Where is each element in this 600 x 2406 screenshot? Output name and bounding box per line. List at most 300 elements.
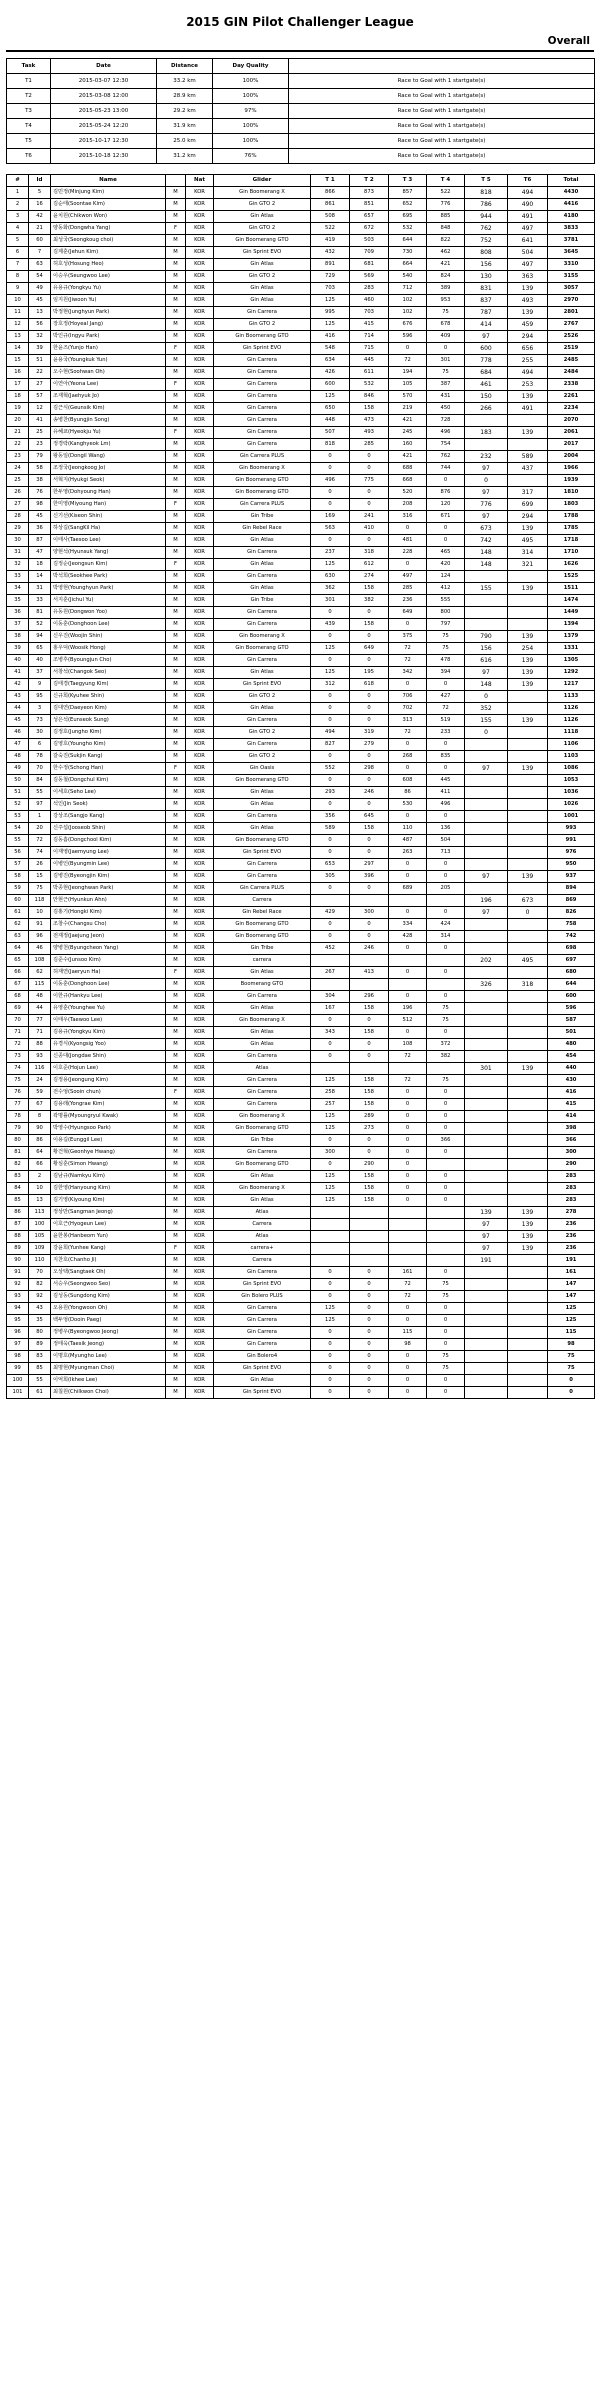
result-row bbox=[7, 1039, 595, 1051]
sex-cell: M bbox=[166, 547, 186, 559]
sex-cell: M bbox=[166, 871, 186, 883]
glider-cell: Gin GTO 2 bbox=[214, 691, 311, 703]
total-score-cell: 501 bbox=[548, 1027, 595, 1039]
tasks-header-task: Task bbox=[7, 59, 51, 74]
task-cell: T4 bbox=[7, 119, 51, 134]
nation-cell: KOR bbox=[186, 1195, 214, 1207]
total-score-cell: 3781 bbox=[548, 235, 595, 247]
glider-cell: Gin Atlas bbox=[214, 667, 311, 679]
glider-cell: Gin GTO 2 bbox=[214, 271, 311, 283]
nation-cell: KOR bbox=[186, 307, 214, 319]
nation-cell: KOR bbox=[186, 1255, 214, 1267]
pilot-name-cell: 이억희(Ikhee Lee) bbox=[51, 1375, 166, 1387]
pilot-name-cell: 윤치원(Chikwon Won) bbox=[51, 211, 166, 223]
id-cell: 80 bbox=[29, 1327, 51, 1339]
result-row bbox=[7, 271, 595, 283]
id-cell: 24 bbox=[29, 1075, 51, 1087]
pilot-name-cell: 곽명률(Myoungryul Kwak) bbox=[51, 1111, 166, 1123]
glider-cell: Gin Atlas bbox=[214, 559, 311, 571]
sex-cell: M bbox=[166, 1351, 186, 1363]
pilot-name-cell: 유경식(Kyongsig Yoo) bbox=[51, 1039, 166, 1051]
rank-cell: 42 bbox=[7, 679, 29, 691]
t5-score-cell: 155 bbox=[465, 583, 508, 595]
t2-score-cell: 0 bbox=[350, 1351, 389, 1363]
rank-cell: 48 bbox=[7, 751, 29, 763]
rank-cell: 79 bbox=[7, 1123, 29, 1135]
nation-cell: KOR bbox=[186, 883, 214, 895]
id-cell: 118 bbox=[29, 895, 51, 907]
t2-score-cell: 846 bbox=[350, 391, 389, 403]
total-score-cell: 826 bbox=[548, 907, 595, 919]
t6-score-cell bbox=[508, 1339, 548, 1351]
result-row bbox=[7, 1315, 595, 1327]
t1-score-cell: 0 bbox=[311, 1375, 350, 1387]
pilot-name-cell: 김용래(Yongrae Kim) bbox=[51, 1099, 166, 1111]
pilot-name-cell: 김대연(Daeyeon Kim) bbox=[51, 703, 166, 715]
nation-cell: KOR bbox=[186, 871, 214, 883]
t3-score-cell: 0 bbox=[389, 1147, 427, 1159]
t6-score-cell bbox=[508, 1075, 548, 1087]
glider-cell: Gin Carrera bbox=[214, 379, 311, 391]
total-score-cell: 3057 bbox=[548, 283, 595, 295]
id-cell: 33 bbox=[29, 595, 51, 607]
nation-cell: KOR bbox=[186, 1171, 214, 1183]
t2-score-cell: 775 bbox=[350, 475, 389, 487]
nation-cell: KOR bbox=[186, 955, 214, 967]
t4-score-cell: 382 bbox=[427, 1051, 465, 1063]
t4-score-cell: 478 bbox=[427, 655, 465, 667]
rank-cell: 71 bbox=[7, 1027, 29, 1039]
pilot-name-cell: 양현석(Hyunsuk Yang) bbox=[51, 547, 166, 559]
id-cell: 6 bbox=[29, 739, 51, 751]
result-row bbox=[7, 1135, 595, 1147]
result-row bbox=[7, 1339, 595, 1351]
id-cell: 43 bbox=[29, 1303, 51, 1315]
total-score-cell: 1710 bbox=[548, 547, 595, 559]
t1-score-cell: 343 bbox=[311, 1027, 350, 1039]
id-cell: 14 bbox=[29, 571, 51, 583]
result-row bbox=[7, 415, 595, 427]
t5-score-cell: 97 bbox=[465, 487, 508, 499]
rank-cell: 40 bbox=[7, 655, 29, 667]
col-t3: T 3 bbox=[389, 175, 427, 187]
result-row bbox=[7, 355, 595, 367]
t6-score-cell bbox=[508, 1123, 548, 1135]
t5-score-cell bbox=[465, 823, 508, 835]
t6-score-cell bbox=[508, 1147, 548, 1159]
t1-score-cell: 0 bbox=[311, 451, 350, 463]
pilot-name-cell: 김동철(Dongchul Kim) bbox=[51, 775, 166, 787]
pilot-name-cell: 서혁지(Hyukgi Seok) bbox=[51, 475, 166, 487]
t2-score-cell: 410 bbox=[350, 523, 389, 535]
t3-score-cell: 102 bbox=[389, 307, 427, 319]
id-cell: 98 bbox=[29, 499, 51, 511]
t5-score-cell: 684 bbox=[465, 367, 508, 379]
nation-cell: KOR bbox=[186, 415, 214, 427]
total-score-cell: 2970 bbox=[548, 295, 595, 307]
t1-score-cell: 600 bbox=[311, 379, 350, 391]
sex-cell: M bbox=[166, 319, 186, 331]
result-row bbox=[7, 907, 595, 919]
total-score-cell: 4180 bbox=[548, 211, 595, 223]
glider-cell: Gin Carrera bbox=[214, 1099, 311, 1111]
nation-cell: KOR bbox=[186, 451, 214, 463]
t4-score-cell: 713 bbox=[427, 847, 465, 859]
t5-score-cell: 97 bbox=[465, 763, 508, 775]
glider-cell: Atlas bbox=[214, 1063, 311, 1075]
t1-score-cell: 0 bbox=[311, 1291, 350, 1303]
id-cell: 109 bbox=[29, 1243, 51, 1255]
t4-score-cell: 776 bbox=[427, 199, 465, 211]
t5-score-cell: 130 bbox=[465, 271, 508, 283]
pilot-name-cell: 최칠원(Chilkwon Choi) bbox=[51, 1387, 166, 1399]
t1-score-cell: 548 bbox=[311, 343, 350, 355]
t4-score-cell: 0 bbox=[427, 475, 465, 487]
t3-score-cell: 0 bbox=[389, 991, 427, 1003]
nation-cell: KOR bbox=[186, 1003, 214, 1015]
t1-score-cell: 589 bbox=[311, 823, 350, 835]
t6-score-cell: 321 bbox=[508, 559, 548, 571]
total-score-cell: 644 bbox=[548, 979, 595, 991]
total-score-cell: 480 bbox=[548, 1039, 595, 1051]
result-row bbox=[7, 295, 595, 307]
sex-cell: M bbox=[166, 1207, 186, 1219]
rank-cell: 2 bbox=[7, 199, 29, 211]
result-row bbox=[7, 1387, 595, 1399]
result-row bbox=[7, 727, 595, 739]
t5-score-cell: 787 bbox=[465, 307, 508, 319]
t2-score-cell: 0 bbox=[350, 1303, 389, 1315]
t2-score-cell: 0 bbox=[350, 1339, 389, 1351]
t2-score-cell: 0 bbox=[350, 451, 389, 463]
id-cell: 67 bbox=[29, 1099, 51, 1111]
nation-cell: KOR bbox=[186, 1279, 214, 1291]
t3-score-cell: 0 bbox=[389, 523, 427, 535]
pilot-name-cell: 이태사(Taesoo Lee) bbox=[51, 535, 166, 547]
id-cell: 25 bbox=[29, 427, 51, 439]
t2-score-cell: 158 bbox=[350, 1183, 389, 1195]
pilot-name-cell: 박영수(Hyungsoo Park) bbox=[51, 1123, 166, 1135]
rank-cell: 83 bbox=[7, 1171, 29, 1183]
t2-score-cell: 612 bbox=[350, 559, 389, 571]
nation-cell: KOR bbox=[186, 379, 214, 391]
glider-cell: Gin GTO 2 bbox=[214, 319, 311, 331]
t2-score-cell: 158 bbox=[350, 1075, 389, 1087]
t6-score-cell: 139 bbox=[508, 1231, 548, 1243]
nation-cell: KOR bbox=[186, 799, 214, 811]
total-score-cell: 1785 bbox=[548, 523, 595, 535]
t2-score-cell: 0 bbox=[350, 487, 389, 499]
result-row bbox=[7, 535, 595, 547]
t3-score-cell: 72 bbox=[389, 355, 427, 367]
t1-score-cell: 0 bbox=[311, 655, 350, 667]
result-row bbox=[7, 715, 595, 727]
glider-cell: Gin Atlas bbox=[214, 259, 311, 271]
pilot-name-cell: 김정순(Jeongsun Kim) bbox=[51, 559, 166, 571]
result-row bbox=[7, 1327, 595, 1339]
t3-score-cell: 72 bbox=[389, 1291, 427, 1303]
result-row bbox=[7, 211, 595, 223]
t2-score-cell bbox=[350, 1243, 389, 1255]
result-row bbox=[7, 1207, 595, 1219]
total-score-cell: 2519 bbox=[548, 343, 595, 355]
id-cell: 62 bbox=[29, 967, 51, 979]
t6-score-cell bbox=[508, 967, 548, 979]
t6-score-cell bbox=[508, 703, 548, 715]
t3-score-cell: 730 bbox=[389, 247, 427, 259]
t5-score-cell: 139 bbox=[465, 1207, 508, 1219]
total-score-cell: 3310 bbox=[548, 259, 595, 271]
nation-cell: KOR bbox=[186, 763, 214, 775]
nation-cell: KOR bbox=[186, 523, 214, 535]
t2-score-cell: 649 bbox=[350, 643, 389, 655]
t2-score-cell: 0 bbox=[350, 931, 389, 943]
t6-score-cell bbox=[508, 1375, 548, 1387]
t3-score-cell: 0 bbox=[389, 1123, 427, 1135]
t2-score-cell: 0 bbox=[350, 703, 389, 715]
sex-cell: M bbox=[166, 439, 186, 451]
t6-score-cell: 641 bbox=[508, 235, 548, 247]
pilot-name-cell: 한미영(Miyoung Han) bbox=[51, 499, 166, 511]
distance-cell: 25.0 km bbox=[157, 134, 213, 149]
t3-score-cell bbox=[389, 1207, 427, 1219]
t2-score-cell: 473 bbox=[350, 415, 389, 427]
sex-cell: F bbox=[166, 499, 186, 511]
id-cell: 74 bbox=[29, 847, 51, 859]
rank-cell: 5 bbox=[7, 235, 29, 247]
t1-score-cell bbox=[311, 979, 350, 991]
t4-score-cell: 394 bbox=[427, 667, 465, 679]
sex-cell: M bbox=[166, 355, 186, 367]
result-row bbox=[7, 583, 595, 595]
t3-score-cell bbox=[389, 1243, 427, 1255]
t1-score-cell: 362 bbox=[311, 583, 350, 595]
t5-score-cell bbox=[465, 571, 508, 583]
t3-score-cell: 375 bbox=[389, 631, 427, 643]
t6-score-cell bbox=[508, 1279, 548, 1291]
t6-score-cell: 139 bbox=[508, 583, 548, 595]
glider-cell: Gin Atlas bbox=[214, 1195, 311, 1207]
sex-cell: M bbox=[166, 667, 186, 679]
t3-score-cell: 72 bbox=[389, 643, 427, 655]
pilot-name-cell: 정태욱(Taesik Jeong) bbox=[51, 1339, 166, 1351]
t6-score-cell: 497 bbox=[508, 223, 548, 235]
nation-cell: KOR bbox=[186, 691, 214, 703]
pilot-name-cell: 이동훈(Donghoon Lee) bbox=[51, 619, 166, 631]
t2-score-cell: 0 bbox=[350, 715, 389, 727]
total-score-cell: 1788 bbox=[548, 511, 595, 523]
t5-score-cell: 97 bbox=[465, 871, 508, 883]
t2-score-cell: 300 bbox=[350, 907, 389, 919]
id-cell: 93 bbox=[29, 1051, 51, 1063]
rank-cell: 101 bbox=[7, 1387, 29, 1399]
t4-score-cell: 0 bbox=[427, 1183, 465, 1195]
result-row bbox=[7, 643, 595, 655]
t1-score-cell bbox=[311, 1219, 350, 1231]
t2-score-cell: 296 bbox=[350, 991, 389, 1003]
glider-cell: Gin Atlas bbox=[214, 295, 311, 307]
rank-cell: 3 bbox=[7, 211, 29, 223]
t1-score-cell: 818 bbox=[311, 439, 350, 451]
result-row bbox=[7, 847, 595, 859]
pilot-name-cell: 김제훈(Jehun Kim) bbox=[51, 247, 166, 259]
rank-cell: 90 bbox=[7, 1255, 29, 1267]
result-row bbox=[7, 379, 595, 391]
result-row bbox=[7, 775, 595, 787]
sex-cell: M bbox=[166, 727, 186, 739]
nation-cell: KOR bbox=[186, 247, 214, 259]
pilot-name-cell: 황건혁(Geonhye Hwang) bbox=[51, 1147, 166, 1159]
col-id: Id bbox=[29, 175, 51, 187]
glider-cell: Gin Boomerang GTO bbox=[214, 1159, 311, 1171]
nation-cell: KOR bbox=[186, 355, 214, 367]
t2-score-cell: 319 bbox=[350, 727, 389, 739]
t6-score-cell: 139 bbox=[508, 427, 548, 439]
sex-cell: M bbox=[166, 1171, 186, 1183]
result-row bbox=[7, 475, 595, 487]
col-nat: Nat bbox=[186, 175, 214, 187]
t4-score-cell: 835 bbox=[427, 751, 465, 763]
t3-score-cell: 421 bbox=[389, 451, 427, 463]
result-row bbox=[7, 787, 595, 799]
sex-cell: M bbox=[166, 787, 186, 799]
rank-cell: 28 bbox=[7, 511, 29, 523]
id-cell: 65 bbox=[29, 643, 51, 655]
sex-cell: M bbox=[166, 1387, 186, 1399]
t1-score-cell bbox=[311, 1063, 350, 1075]
pilot-name-cell: 백두엉(Dooin Paeg) bbox=[51, 1315, 166, 1327]
pilot-name-cell: 김병진(Byeongjin Kim) bbox=[51, 871, 166, 883]
t5-score-cell: 762 bbox=[465, 223, 508, 235]
sex-cell: M bbox=[166, 1339, 186, 1351]
task-row bbox=[7, 89, 595, 104]
glider-cell: Gin Atlas bbox=[214, 703, 311, 715]
t1-score-cell bbox=[311, 1207, 350, 1219]
total-score-cell: 3833 bbox=[548, 223, 595, 235]
nation-cell: KOR bbox=[186, 1207, 214, 1219]
glider-cell: Carrera bbox=[214, 1219, 311, 1231]
glider-cell: Gin Carrera bbox=[214, 739, 311, 751]
t4-score-cell: 445 bbox=[427, 775, 465, 787]
result-row bbox=[7, 763, 595, 775]
t3-score-cell: 695 bbox=[389, 211, 427, 223]
col-t2: T 2 bbox=[350, 175, 389, 187]
t5-score-cell bbox=[465, 967, 508, 979]
id-cell: 116 bbox=[29, 1063, 51, 1075]
rank-cell: 30 bbox=[7, 535, 29, 547]
sex-cell: M bbox=[166, 799, 186, 811]
t4-score-cell: 496 bbox=[427, 799, 465, 811]
t1-score-cell bbox=[311, 1255, 350, 1267]
nation-cell: KOR bbox=[186, 1183, 214, 1195]
total-score-cell: 2017 bbox=[548, 439, 595, 451]
sex-cell: M bbox=[166, 487, 186, 499]
sex-cell: M bbox=[166, 259, 186, 271]
t5-score-cell bbox=[465, 607, 508, 619]
nation-cell: KOR bbox=[186, 535, 214, 547]
glider-cell: Gin GTO 2 bbox=[214, 727, 311, 739]
t5-score-cell bbox=[465, 943, 508, 955]
nation-cell: KOR bbox=[186, 823, 214, 835]
t3-score-cell: 245 bbox=[389, 427, 427, 439]
t2-score-cell: 645 bbox=[350, 811, 389, 823]
t3-score-cell: 194 bbox=[389, 367, 427, 379]
t4-score-cell: 389 bbox=[427, 283, 465, 295]
description-cell: Race to Goal with 1 startgate(s) bbox=[289, 104, 595, 119]
glider-cell: Gin Carrera PLUS bbox=[214, 499, 311, 511]
glider-cell: Gin Tribe bbox=[214, 511, 311, 523]
nation-cell: KOR bbox=[186, 283, 214, 295]
t6-score-cell bbox=[508, 571, 548, 583]
t6-score-cell bbox=[508, 1195, 548, 1207]
id-cell: 37 bbox=[29, 667, 51, 679]
id-cell: 63 bbox=[29, 259, 51, 271]
glider-cell: Gin Bolero4 bbox=[214, 1351, 311, 1363]
result-row bbox=[7, 1147, 595, 1159]
total-score-cell: 1525 bbox=[548, 571, 595, 583]
glider-cell: Atlas bbox=[214, 1207, 311, 1219]
pilot-name-cell: 조병후(Byoungjun Cho) bbox=[51, 655, 166, 667]
pilot-name-cell: 최명현(Myungman Choi) bbox=[51, 1363, 166, 1375]
t2-score-cell: 493 bbox=[350, 427, 389, 439]
rank-cell: 36 bbox=[7, 607, 29, 619]
glider-cell: Gin Atlas bbox=[214, 1039, 311, 1051]
pilot-name-cell: 윤한봉(Hanbeom Yun) bbox=[51, 1231, 166, 1243]
t5-score-cell: 202 bbox=[465, 955, 508, 967]
total-score-cell: 2338 bbox=[548, 379, 595, 391]
t1-score-cell: 169 bbox=[311, 511, 350, 523]
t6-score-cell bbox=[508, 607, 548, 619]
t4-score-cell: 205 bbox=[427, 883, 465, 895]
total-score-cell: 236 bbox=[548, 1243, 595, 1255]
total-score-cell: 416 bbox=[548, 1087, 595, 1099]
sex-cell: M bbox=[166, 679, 186, 691]
t2-score-cell: 158 bbox=[350, 619, 389, 631]
pilot-name-cell: 김정용(Jeongung Kim) bbox=[51, 1075, 166, 1087]
nation-cell: KOR bbox=[186, 1015, 214, 1027]
sex-cell: M bbox=[166, 1003, 186, 1015]
t4-score-cell: 465 bbox=[427, 547, 465, 559]
rank-cell: 6 bbox=[7, 247, 29, 259]
nation-cell: KOR bbox=[186, 775, 214, 787]
task-cell: T1 bbox=[7, 74, 51, 89]
rank-cell: 12 bbox=[7, 319, 29, 331]
total-score-cell: 937 bbox=[548, 871, 595, 883]
pilot-name-cell: 박석희(Seokhee Park) bbox=[51, 571, 166, 583]
t1-score-cell: 0 bbox=[311, 607, 350, 619]
pilot-name-cell: 김근식(Geunsik Kim) bbox=[51, 403, 166, 415]
sex-cell: M bbox=[166, 835, 186, 847]
rank-cell: 31 bbox=[7, 547, 29, 559]
t4-score-cell: 75 bbox=[427, 1015, 465, 1027]
task-row bbox=[7, 149, 595, 164]
t6-score-cell: 318 bbox=[508, 979, 548, 991]
t2-score-cell bbox=[350, 955, 389, 967]
nation-cell: KOR bbox=[186, 703, 214, 715]
glider-cell: carrera+ bbox=[214, 1243, 311, 1255]
t3-score-cell: 497 bbox=[389, 571, 427, 583]
result-row bbox=[7, 571, 595, 583]
t2-score-cell: 0 bbox=[350, 1315, 389, 1327]
id-cell: 20 bbox=[29, 823, 51, 835]
t4-score-cell: 0 bbox=[427, 811, 465, 823]
total-score-cell: 0 bbox=[548, 1375, 595, 1387]
rank-cell: 88 bbox=[7, 1231, 29, 1243]
glider-cell: Gin Tribe bbox=[214, 1135, 311, 1147]
glider-cell: Gin Sprint EVO bbox=[214, 247, 311, 259]
t3-score-cell: 644 bbox=[389, 235, 427, 247]
t6-score-cell bbox=[508, 991, 548, 1003]
